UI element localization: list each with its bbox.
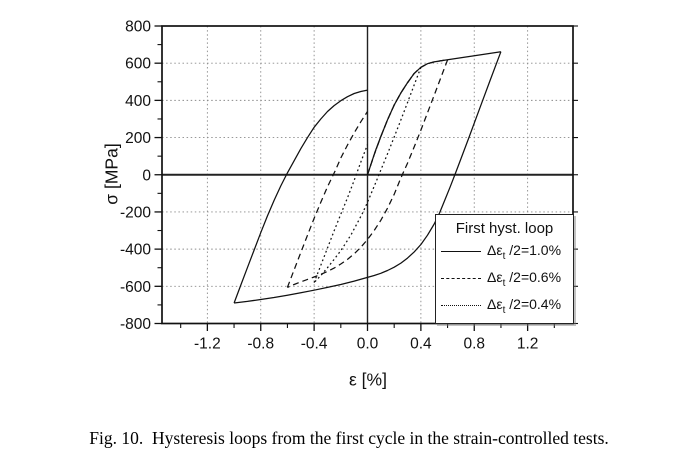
y-tick-label: -800	[119, 316, 151, 333]
legend-label-symbol: Δε	[487, 241, 503, 258]
x-tick-label: -0.4	[300, 335, 328, 353]
legend-label-subscript: t	[502, 250, 506, 262]
y-tick-label: 400	[125, 92, 151, 110]
y-tick-label: -200	[119, 204, 151, 222]
x-tick-label: 0.8	[463, 335, 486, 353]
legend-box	[435, 214, 574, 324]
x-tick-label: -0.8	[247, 335, 275, 353]
legend-label-value: /2=0.6%	[505, 268, 562, 285]
dashed-line-sample-icon	[441, 278, 481, 279]
y-tick-label: -600	[119, 278, 151, 296]
y-tick-label: 600	[125, 55, 151, 73]
solid-line-sample-icon	[441, 251, 481, 252]
legend-label-symbol: Δε	[487, 268, 503, 285]
y-axis-label: σ [MPa]	[101, 143, 122, 205]
legend-entry-1.0pct	[436, 238, 573, 265]
legend-label-subscript: t	[502, 304, 506, 316]
legend-entry-label	[487, 242, 561, 262]
x-tick-label: -1.2	[194, 335, 221, 353]
figure-caption: Fig. 10. Hysteresis loops from the first cycle in the strain-controlled tests.	[89, 428, 609, 448]
legend-entry-label	[487, 296, 561, 316]
x-axis-label: ε [%]	[349, 369, 387, 390]
y-tick-label: -400	[119, 241, 151, 259]
hysteresis-curve	[368, 60, 448, 175]
hysteresis-curve	[368, 52, 501, 175]
legend-title: First hyst. loop	[455, 220, 554, 237]
legend-entry-0.4pct	[436, 292, 573, 319]
legend-label-symbol: Δε	[487, 295, 503, 312]
legend-label-subscript: t	[502, 277, 506, 289]
legend-label-value: /2=0.4%	[505, 295, 562, 312]
y-tick-label: 0	[142, 167, 151, 185]
dotted-line-sample-icon	[441, 305, 481, 306]
hysteresis-curve	[314, 145, 367, 283]
x-tick-label: 0.0	[356, 335, 379, 353]
legend-label-value: /2=1.0%	[505, 241, 562, 258]
legend-entry-0.6pct	[436, 265, 573, 292]
hysteresis-curve	[368, 67, 421, 175]
x-tick-label: 1.2	[516, 335, 539, 353]
legend-entry-label	[487, 269, 561, 289]
y-tick-label: 200	[125, 130, 151, 148]
y-tick-label: 800	[125, 18, 151, 36]
x-tick-label: 0.4	[410, 335, 432, 353]
